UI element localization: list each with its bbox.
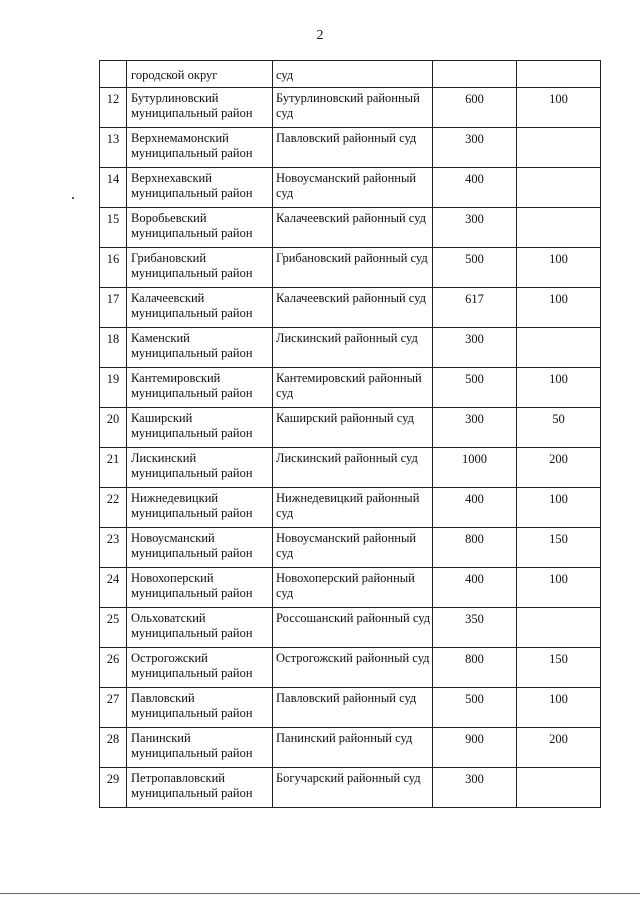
table-row [100,648,601,688]
municipality-cell: Грибановский муниципальный район [127,248,273,288]
row-number-cell: 19 [100,368,127,408]
value-a-cell: 300 [433,128,517,168]
row-number-cell [100,61,127,88]
value-b-cell [517,168,601,208]
table-row [100,448,601,488]
value-b-cell [517,208,601,248]
value-b-cell [517,608,601,648]
value-b-cell [517,61,601,88]
municipality-cell: Новохоперский муниципальный район [127,568,273,608]
municipality-cell: Павловский муниципальный район [127,688,273,728]
value-b-cell: 100 [517,248,601,288]
table-row [100,488,601,528]
value-a-cell [433,61,517,88]
row-number-cell: 23 [100,528,127,568]
court-cell: Новоусманский районный суд [273,528,433,568]
value-a-cell: 400 [433,488,517,528]
table-row [100,408,601,448]
value-a-cell: 617 [433,288,517,328]
table-row [100,128,601,168]
table-row [100,328,601,368]
table-row [100,608,601,648]
row-number-cell: 22 [100,488,127,528]
table-row [100,88,601,128]
value-a-cell: 500 [433,688,517,728]
table-row [100,768,601,808]
value-b-cell: 200 [517,728,601,768]
row-number-cell: 28 [100,728,127,768]
court-cell: Лискинский районный суд [273,328,433,368]
table-row [100,208,601,248]
court-cell: Кантемировский районный суд [273,368,433,408]
value-b-cell: 50 [517,408,601,448]
municipality-cell: Бутурлиновский муниципальный район [127,88,273,128]
municipality-cell: Нижнедевицкий муниципальный район [127,488,273,528]
row-number-cell: 25 [100,608,127,648]
court-cell: Калачеевский районный суд [273,208,433,248]
value-a-cell: 500 [433,248,517,288]
value-b-cell: 100 [517,488,601,528]
value-a-cell: 500 [433,368,517,408]
court-cell: Каширский районный суд [273,408,433,448]
row-number-cell: 27 [100,688,127,728]
municipality-cell: Петропавловский муниципальный район [127,768,273,808]
municipality-cell: Лискинский муниципальный район [127,448,273,488]
value-a-cell: 400 [433,168,517,208]
table-row [100,568,601,608]
court-cell: Павловский районный суд [273,128,433,168]
row-number-cell: 14 [100,168,127,208]
value-a-cell: 300 [433,328,517,368]
row-number-cell: 29 [100,768,127,808]
row-number-cell: 24 [100,568,127,608]
value-a-cell: 350 [433,608,517,648]
value-a-cell: 300 [433,208,517,248]
row-number-cell: 18 [100,328,127,368]
municipality-cell: Верхнемамонский муниципальный район [127,128,273,168]
row-number-cell: 17 [100,288,127,328]
value-a-cell: 1000 [433,448,517,488]
municipality-cell: городской округ [127,61,273,88]
value-b-cell [517,128,601,168]
court-cell: Новохоперский районный суд [273,568,433,608]
value-a-cell: 300 [433,408,517,448]
table-row [100,248,601,288]
value-b-cell: 100 [517,288,601,328]
row-number-cell: 13 [100,128,127,168]
value-a-cell: 800 [433,528,517,568]
court-cell: Панинский районный суд [273,728,433,768]
value-a-cell: 400 [433,568,517,608]
value-b-cell [517,328,601,368]
municipality-cell: Каменский муниципальный район [127,328,273,368]
court-cell: Нижнедевицкий районный суд [273,488,433,528]
table-row-continuation [100,61,601,88]
row-number-cell: 15 [100,208,127,248]
court-assignment-table [99,60,601,808]
table-row [100,728,601,768]
table-row [100,688,601,728]
court-cell: Бутурлиновский районный суд [273,88,433,128]
row-number-cell: 20 [100,408,127,448]
value-a-cell: 300 [433,768,517,808]
value-a-cell: 600 [433,88,517,128]
row-number-cell: 16 [100,248,127,288]
municipality-cell: Калачеевский муниципальный район [127,288,273,328]
court-cell: Грибановский районный суд [273,248,433,288]
value-b-cell: 100 [517,568,601,608]
value-b-cell [517,768,601,808]
table-body [100,61,601,808]
value-b-cell: 100 [517,368,601,408]
municipality-cell: Панинский муниципальный район [127,728,273,768]
value-b-cell: 150 [517,648,601,688]
table-row [100,368,601,408]
court-cell: Павловский районный суд [273,688,433,728]
row-number-cell: 21 [100,448,127,488]
table-row [100,528,601,568]
court-cell: Россошанский районный суд [273,608,433,648]
value-b-cell: 200 [517,448,601,488]
value-a-cell: 900 [433,728,517,768]
table-row [100,288,601,328]
municipality-cell: Каширский муниципальный район [127,408,273,448]
court-cell: Богучарский районный суд [273,768,433,808]
value-a-cell: 800 [433,648,517,688]
row-number-cell: 26 [100,648,127,688]
municipality-cell: Кантемировский муниципальный район [127,368,273,408]
court-cell: Лискинский районный суд [273,448,433,488]
value-b-cell: 150 [517,528,601,568]
value-b-cell: 100 [517,688,601,728]
municipality-cell: Воробьевский муниципальный район [127,208,273,248]
court-cell: Острогожский районный суд [273,648,433,688]
page-bottom-edge [0,893,640,894]
municipality-cell: Верхнехавский муниципальный район [127,168,273,208]
page-number: 2 [316,28,324,43]
court-cell: суд [273,61,433,88]
margin-mark [72,197,74,199]
court-cell: Новоусманский районный суд [273,168,433,208]
municipality-cell: Острогожский муниципальный район [127,648,273,688]
court-cell: Калачеевский районный суд [273,288,433,328]
municipality-cell: Новоусманский муниципальный район [127,528,273,568]
value-b-cell: 100 [517,88,601,128]
municipality-cell: Ольховатский муниципальный район [127,608,273,648]
row-number-cell: 12 [100,88,127,128]
table-row [100,168,601,208]
